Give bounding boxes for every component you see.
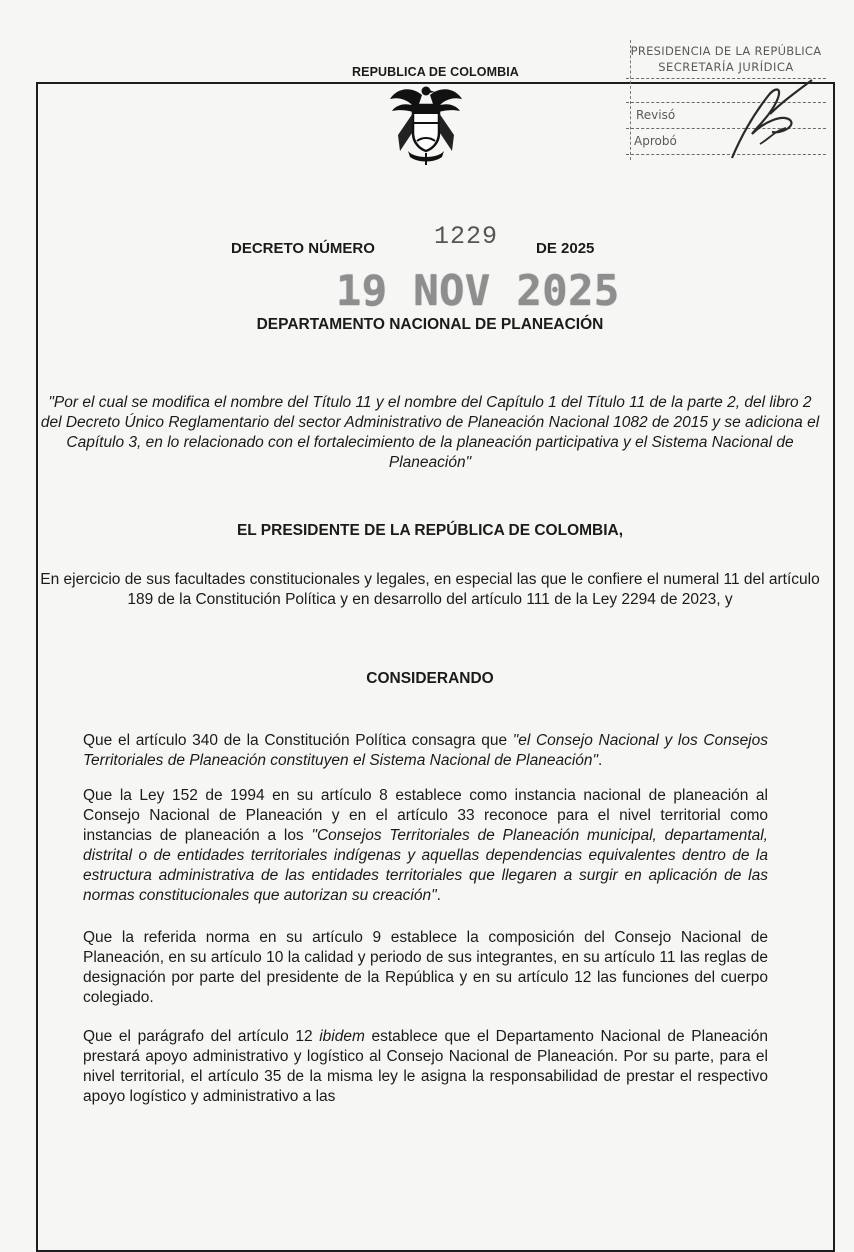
- p1-end: .: [598, 752, 603, 769]
- republic-header: REPUBLICA DE COLOMBIA: [348, 65, 523, 79]
- p4-ibidem: ibidem: [319, 1028, 365, 1045]
- p4-text-cont: establece que el Departamento Nacional de Planeación prestará apoyo administrativo y logístico al Consejo Nacional de Planeación. Por su parte, para el nivel territorial, el artículo 35 de la misma ley le asigna la responsabilidad de prestar el respectivo apoyo logístico y administrativo a las: [83, 1028, 768, 1105]
- p2-quote: "Consejos Territoriales de Planeación municipal, departamental, distrital o de entidades territoriales indígenas y aquellas dependencias equivalentes dentro de la estructura administrativa de las entidades territoriales que llegaren a surgir en aplicación de las normas constitucionales que autorizan su creación": [83, 827, 768, 904]
- handwritten-signature-icon: [712, 74, 822, 166]
- decree-year: DE 2025: [536, 240, 595, 257]
- approval-stamp: [626, 40, 826, 164]
- stamp-presidency-line: PRESIDENCIA DE LA REPÚBLICA: [630, 44, 822, 58]
- decree-number: 1229: [434, 222, 499, 251]
- considering-paragraph-1: [83, 731, 768, 771]
- date-stamp: 19 NOV 2025: [336, 266, 620, 315]
- considering-paragraph-2: [83, 786, 768, 906]
- p1-quote: "el Consejo Nacional y los Consejos Territoriales de Planeación constituyen el Sistema Nacional de Planeación": [83, 732, 768, 769]
- colombia-coat-of-arms-icon: [386, 83, 466, 167]
- stamp-reviso-line: Revisó: [626, 102, 826, 129]
- p2-end: .: [436, 887, 441, 904]
- p2-text: Que la Ley 152 de 1994 en su artículo 8 establece como instancia nacional de planeación al Consejo Nacional de Planeación y en el artículo 33 reconoce para el nivel territorial como instancias de planeación a los: [83, 787, 768, 844]
- stamp-secretaria-line: SECRETARÍA JURÍDICA: [626, 60, 826, 79]
- stamp-aprobo-line: Aprobó: [626, 128, 826, 155]
- decree-label: DECRETO NÚMERO: [231, 240, 375, 257]
- department-title: DEPARTAMENTO NACIONAL DE PLANEACIÓN: [256, 316, 604, 333]
- p4-text: Que el parágrafo del artículo 12: [83, 1028, 320, 1045]
- considering-heading: CONSIDERANDO: [366, 670, 494, 687]
- p1-text: Que el artículo 340 de la Constitución Política consagra que: [83, 732, 513, 749]
- decree-epigraph: "Por el cual se modifica el nombre del Título 11 y el nombre del Capítulo 1 del Título 11 de la parte 2, del libro 2 del Decreto Único Reglamentario del sector Administrativo de Planeación Nacional 1082 de 2015 y se adiciona el Capítulo 3, en lo relacionado con el fortalecimiento de la planeación participativa y el Sistema Nacional de Planeación": [40, 394, 820, 471]
- president-heading: EL PRESIDENTE DE LA REPÚBLICA DE COLOMBIA,: [236, 522, 624, 539]
- considering-paragraph-4: [83, 1027, 768, 1107]
- legal-basis: En ejercicio de sus facultades constitucionales y legales, en especial las que le confiere el numeral 11 del artículo 189 de la Constitución Política y en desarrollo del artículo 111 de la Ley 2294 de 2023, y: [40, 571, 820, 608]
- considering-paragraph-3: Que la referida norma en su artículo 9 establece la composición del Consejo Nacional de Planeación, en su artículo 10 la calidad y periodo de sus integrantes, en su artículo 11 las reglas de designación por parte del presidente de la República y en su artículo 12 las funciones del cuerpo colegiado.: [83, 929, 768, 1006]
